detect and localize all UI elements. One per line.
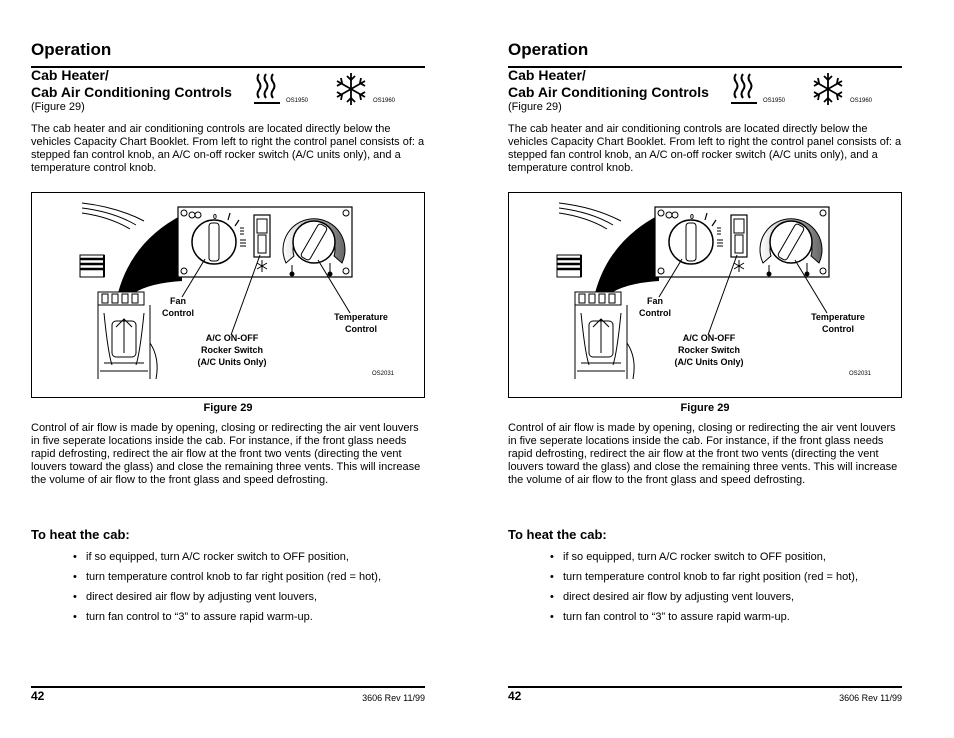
page-number: 42	[31, 689, 45, 703]
air-flow-paragraph: Control of air flow is made by opening, closing or redirecting the air vent louvers in five seperate locations inside the cab. For instance, if the front glass needs rapid defrosting, redirect the air flow at the front two vents (directing the vent louvers toward the glass) and close the remaining three vents. This will increase the volume of air flow to the front glass and speed defrosting.	[31, 422, 421, 486]
revision-code: 3606 Rev 11/99	[839, 693, 902, 703]
heat-cab-steps	[31, 551, 425, 631]
fan-control-label: Fan Control	[162, 296, 194, 318]
figure-reference: (Figure 29)	[508, 101, 562, 113]
list-item: • turn temperature control knob to far right position (red = hot),	[508, 571, 902, 591]
snowflake-symbol-code: OS1960	[850, 98, 873, 104]
subsection-title-line-2: Cab Air Conditioning Controls	[508, 84, 709, 100]
ac-switch-label: A/C ON-OFF Rocker Switch (A/C Units Only)	[197, 333, 267, 367]
heater-symbol-code: OS1950	[763, 98, 786, 104]
snowflake-symbol-code: OS1960	[373, 98, 396, 104]
snowflake-symbol-icon	[333, 71, 369, 107]
ac-switch-label: A/C ON-OFF Rocker Switch (A/C Units Only)	[674, 333, 744, 367]
list-item: • direct desired air flow by adjusting vent louvers,	[508, 591, 902, 611]
heater-symbol-code: OS1950	[286, 98, 309, 104]
air-flow-paragraph: Control of air flow is made by opening, closing or redirecting the air vent louvers in five seperate locations inside the cab. For instance, if the front glass needs rapid defrosting, redirect the air flow at the front two vents (directing the vent louvers toward the glass) and close the remaining three vents. This will increase the volume of air flow to the front glass and speed defrosting.	[508, 422, 898, 486]
list-item: • direct desired air flow by adjusting vent louvers,	[31, 591, 425, 611]
figure-code: OS2031	[849, 371, 872, 377]
temperature-control-label: Temperature Control	[334, 312, 388, 334]
list-item: • turn temperature control knob to far right position (red = hot),	[31, 571, 425, 591]
intro-paragraph: The cab heater and air conditioning controls are located directly below the vehicles Capacity Chart Booklet. From left to right the control panel consists of: a stepped fan control knob, an A/C on-off rocker switch (A/C units only), and a temperature control knob.	[508, 123, 902, 174]
page-left	[31, 0, 425, 738]
figure-caption: Figure 29	[203, 402, 253, 414]
footer-rule	[508, 686, 902, 688]
heat-cab-heading: To heat the cab:	[31, 527, 130, 542]
section-title: Operation	[508, 40, 589, 59]
fan-control-label: Fan Control	[639, 296, 671, 318]
intro-paragraph: The cab heater and air conditioning controls are located directly below the vehicles Capacity Chart Booklet. From left to right the control panel consists of: a stepped fan control knob, an A/C on-off rocker switch (A/C units only), and a temperature control knob.	[31, 123, 425, 174]
heater-symbol-icon	[253, 72, 281, 106]
figure-29-box	[508, 192, 902, 398]
svg-text:0: 0	[690, 214, 694, 221]
svg-text:0: 0	[213, 214, 217, 221]
page-right	[508, 0, 902, 738]
page-number: 42	[508, 689, 522, 703]
snowflake-symbol-icon	[810, 71, 846, 107]
list-item: • turn fan control to “3” to assure rapid warm-up.	[31, 611, 425, 631]
subsection-title-line-1: Cab Heater/	[508, 67, 586, 83]
figure-reference: (Figure 29)	[31, 101, 85, 113]
temperature-control-label: Temperature Control	[811, 312, 865, 334]
subsection-title-line-2: Cab Air Conditioning Controls	[31, 84, 232, 100]
heat-cab-heading: To heat the cab:	[508, 527, 607, 542]
heater-symbol-icon	[730, 72, 758, 106]
figure-caption: Figure 29	[680, 402, 730, 414]
list-item: • if so equipped, turn A/C rocker switch to OFF position,	[31, 551, 425, 571]
figure-code: OS2031	[372, 371, 395, 377]
footer-rule	[31, 686, 425, 688]
heat-cab-steps	[508, 551, 902, 631]
subsection-title-line-1: Cab Heater/	[31, 67, 109, 83]
list-item: • turn fan control to “3” to assure rapid warm-up.	[508, 611, 902, 631]
list-item: • if so equipped, turn A/C rocker switch to OFF position,	[508, 551, 902, 571]
revision-code: 3606 Rev 11/99	[362, 693, 425, 703]
figure-29-box	[31, 192, 425, 398]
section-title: Operation	[31, 40, 112, 59]
